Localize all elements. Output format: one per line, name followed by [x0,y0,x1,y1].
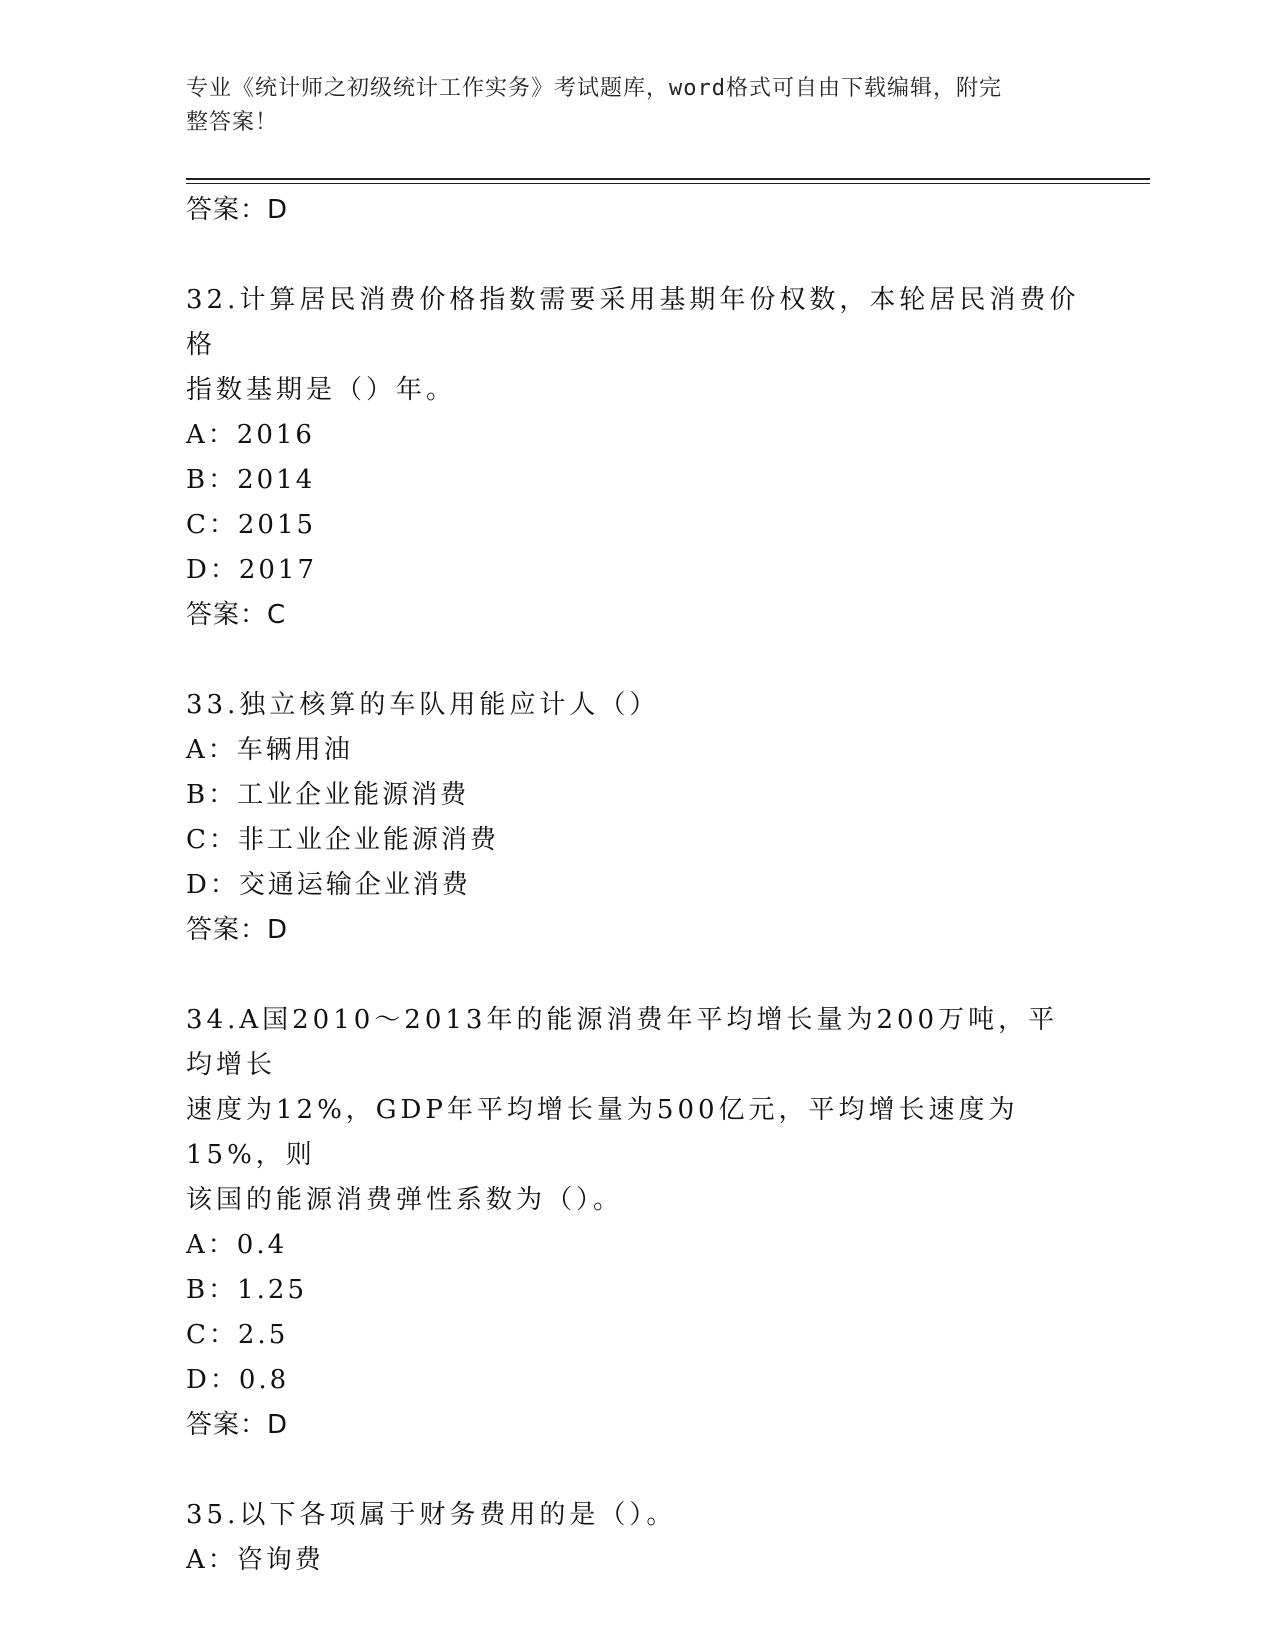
header-line-2: 整答案！ [186,110,279,135]
spacer [186,1448,1086,1493]
answer: 答案：C [186,600,287,630]
question-text-line: 33.独立核算的车队用能应计人（） [186,690,660,720]
answer: 答案：D [186,915,289,945]
option-c: C：非工业企业能源消费 [186,825,499,855]
option-b: B：1.25 [186,1275,307,1305]
question-text-line: 该国的能源消费弹性系数为（）。 [186,1185,624,1215]
question-35 [186,1493,1086,1583]
option-b: B：2014 [186,465,316,495]
question-list [186,188,1086,1583]
option-a: A：车辆用油 [186,735,353,765]
question-text-line: 速度为12%，GDP年平均增长量为500亿元，平均增长速度为15%，则 [186,1095,1019,1170]
question-text-line: 35.以下各项属于财务费用的是（）。 [186,1500,677,1530]
option-b: B：工业企业能源消费 [186,780,470,810]
option-a: A：咨询费 [186,1545,324,1575]
answer: 答案：D [186,1410,289,1440]
spacer [186,953,1086,998]
option-d: D：2017 [186,555,318,585]
option-a: A：2016 [186,420,315,450]
question-34 [186,998,1086,1448]
question-33 [186,683,1086,953]
header-line-1: 专业《统计师之初级统计工作实务》考试题库，word格式可自由下载编辑，附完 [186,76,1002,101]
question-text-line: 32.计算居民消费价格指数需要采用基期年份权数，本轮居民消费价格 [186,285,1080,360]
option-d: D：0.8 [186,1365,290,1395]
previous-answer: 答案：D [186,195,289,225]
spacer [186,638,1086,683]
option-c: C：2015 [186,510,317,540]
question-text-line: 指数基期是（）年。 [186,375,457,405]
header-divider-thin [186,183,1150,184]
question-text-line: 34.A国2010～2013年的能源消费年平均增长量为200万吨，平均增长 [186,1005,1059,1080]
document-header [186,72,1066,140]
option-d: D：交通运输企业消费 [186,870,471,900]
question-32 [186,278,1086,638]
option-c: C：2.5 [186,1320,289,1350]
header-divider-thick [186,178,1150,180]
option-a: A：0.4 [186,1230,288,1260]
spacer [186,233,1086,278]
